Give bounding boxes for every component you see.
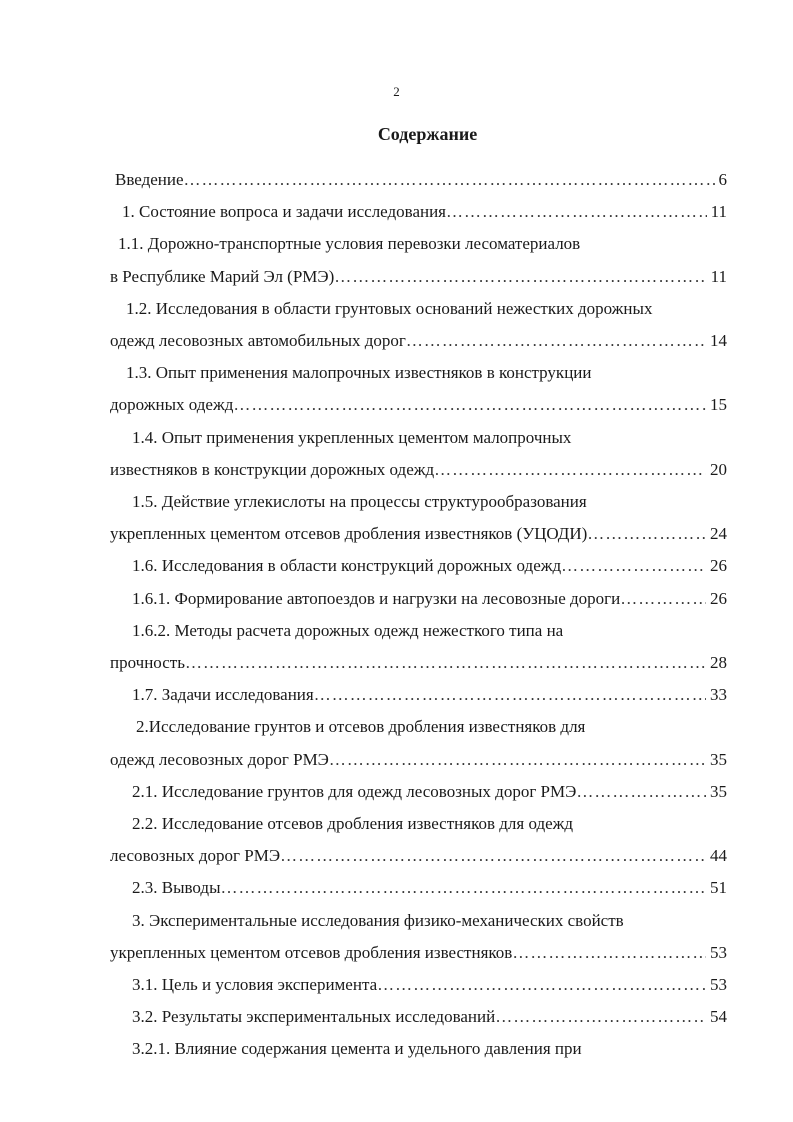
toc-dot-leader	[377, 975, 706, 995]
toc-entry	[110, 267, 727, 289]
toc-dot-leader	[334, 267, 706, 287]
toc-entry-page: 26	[710, 556, 727, 576]
toc-entry-page: 6	[718, 170, 727, 189]
toc-entry	[132, 621, 727, 643]
toc-entry-title: укрепленных цементом отсевов дробления известняков (УЦОДИ)	[110, 524, 588, 544]
toc-entry-title: известняков в конструкции дорожных одежд	[110, 459, 435, 479]
toc-entry-title: 3.2.1. Влияние содержания цемента и удельного давления при	[132, 1039, 582, 1059]
toc-entry-title: лесовозных дорог РМЭ	[110, 846, 281, 866]
toc-entry-title: 1. Состояние вопроса и задачи исследования	[122, 202, 447, 222]
toc-entry	[132, 492, 727, 514]
toc-entry-page: 53	[710, 975, 727, 994]
toc-entry	[132, 878, 727, 900]
toc-entry-page: 51	[710, 878, 727, 898]
toc-dot-leader	[185, 653, 706, 673]
toc-entry-page: 20	[710, 459, 727, 479]
toc-entry	[132, 814, 727, 836]
toc-entry-title: 1.1. Дорожно-транспортные условия перевозки лесоматериалов	[118, 234, 581, 254]
page-number: 2	[393, 84, 400, 99]
toc-entry	[132, 911, 727, 933]
toc-entry	[122, 202, 727, 224]
toc-entry-title: в Республике Марий Эл (РМЭ)	[110, 266, 335, 286]
toc-entry	[110, 653, 727, 675]
toc-entry-page: 44	[710, 846, 727, 866]
toc-entry	[132, 1039, 727, 1061]
toc-dot-leader	[329, 750, 706, 770]
toc-entry-title: укрепленных цементом отсевов дробления известняков	[110, 942, 513, 962]
toc-dot-leader	[434, 460, 706, 480]
toc-dot-leader	[184, 170, 715, 190]
toc-dot-leader	[221, 878, 706, 898]
toc-entry-title: одежд лесовозных дорог РМЭ	[110, 749, 329, 769]
toc-dot-leader	[406, 331, 706, 351]
toc-entry-page: 14	[710, 331, 727, 350]
toc-entry-page: 35	[710, 781, 727, 801]
toc-entry	[136, 717, 727, 739]
toc-entry	[132, 589, 727, 611]
toc-entry-page: 26	[710, 588, 727, 608]
toc-entry	[132, 556, 727, 578]
toc-entry-title: Введение	[115, 170, 184, 189]
toc-entry-title: 3.2. Результаты экспериментальных исследований	[132, 1007, 496, 1027]
toc-dot-leader	[587, 524, 706, 544]
toc-entry	[110, 750, 727, 772]
toc-entry	[110, 943, 727, 965]
toc-entry	[118, 234, 727, 256]
toc-dot-leader	[233, 395, 706, 415]
toc-dot-leader	[280, 846, 706, 866]
toc-entry-title: 2.Исследование грунтов и отсевов дробления известняков для	[136, 717, 586, 737]
toc-entry	[132, 685, 727, 707]
toc-entry	[132, 428, 727, 450]
toc-entry-title: 3. Экспериментальные исследования физико-механических свойств	[132, 910, 624, 930]
page-title: Содержание	[377, 124, 478, 144]
toc-entry	[110, 395, 727, 417]
toc-entry-title: 1.7. Задачи исследования	[132, 685, 314, 705]
toc-entry-title: 2.3. Выводы	[132, 878, 221, 898]
toc-entry-title: 1.4. Опыт применения укрепленных цементом малопрочных	[132, 427, 572, 447]
toc-entry-page: 11	[710, 202, 727, 222]
toc-dot-leader	[620, 589, 706, 609]
toc-dot-leader	[446, 202, 707, 222]
toc-dot-leader	[512, 943, 706, 963]
toc-dot-leader	[576, 782, 706, 802]
toc-entry-title: одежд лесовозных автомобильных дорог	[110, 331, 406, 350]
toc-entry-page: 11	[710, 266, 727, 286]
toc-entry-page: 54	[710, 1007, 727, 1027]
toc-entry	[132, 782, 727, 804]
toc-entry-page: 24	[710, 524, 727, 544]
toc-dot-leader	[561, 556, 706, 576]
toc-entry	[126, 363, 727, 385]
toc-entry-page: 35	[710, 749, 727, 769]
toc-entry-title: 2.2. Исследование отсевов дробления известняков для одежд	[132, 814, 574, 833]
toc-entry-page: 33	[710, 685, 727, 705]
toc-entry-title: 1.5. Действие углекислоты на процессы структурообразования	[132, 492, 587, 511]
toc-entry	[126, 299, 727, 321]
toc-entry-title: 2.1. Исследование грунтов для одежд лесовозных дорог РМЭ	[132, 781, 577, 801]
toc-entry-title: 1.6.1. Формирование автопоездов и нагрузки на лесовозные дороги	[132, 588, 621, 608]
toc-entry-title: 1.6. Исследования в области конструкций дорожных одежд	[132, 556, 562, 576]
toc-entry-title: прочность	[110, 653, 185, 672]
toc-dot-leader	[495, 1007, 706, 1027]
toc-entry	[110, 524, 727, 546]
toc-entry-title: дорожных одежд	[110, 395, 234, 415]
toc-entry-page: 53	[710, 942, 727, 962]
toc-entry-page: 28	[710, 653, 727, 672]
toc-dot-leader	[314, 685, 706, 705]
toc-entry	[110, 846, 727, 868]
toc-entry	[115, 170, 727, 192]
toc-entry-title: 1.6.2. Методы расчета дорожных одежд нежесткого типа на	[132, 620, 564, 640]
toc-entry	[110, 331, 727, 353]
toc-entry-title: 1.2. Исследования в области грунтовых оснований нежестких дорожных	[126, 298, 653, 318]
toc-entry	[132, 975, 727, 997]
toc-entry	[110, 460, 727, 482]
toc-entry	[132, 1007, 727, 1029]
toc-entry-title: 3.1. Цель и условия эксперимента	[132, 975, 378, 994]
toc-entry-page: 15	[710, 395, 727, 415]
toc-entry-title: 1.3. Опыт применения малопрочных известняков в конструкции	[126, 363, 592, 383]
